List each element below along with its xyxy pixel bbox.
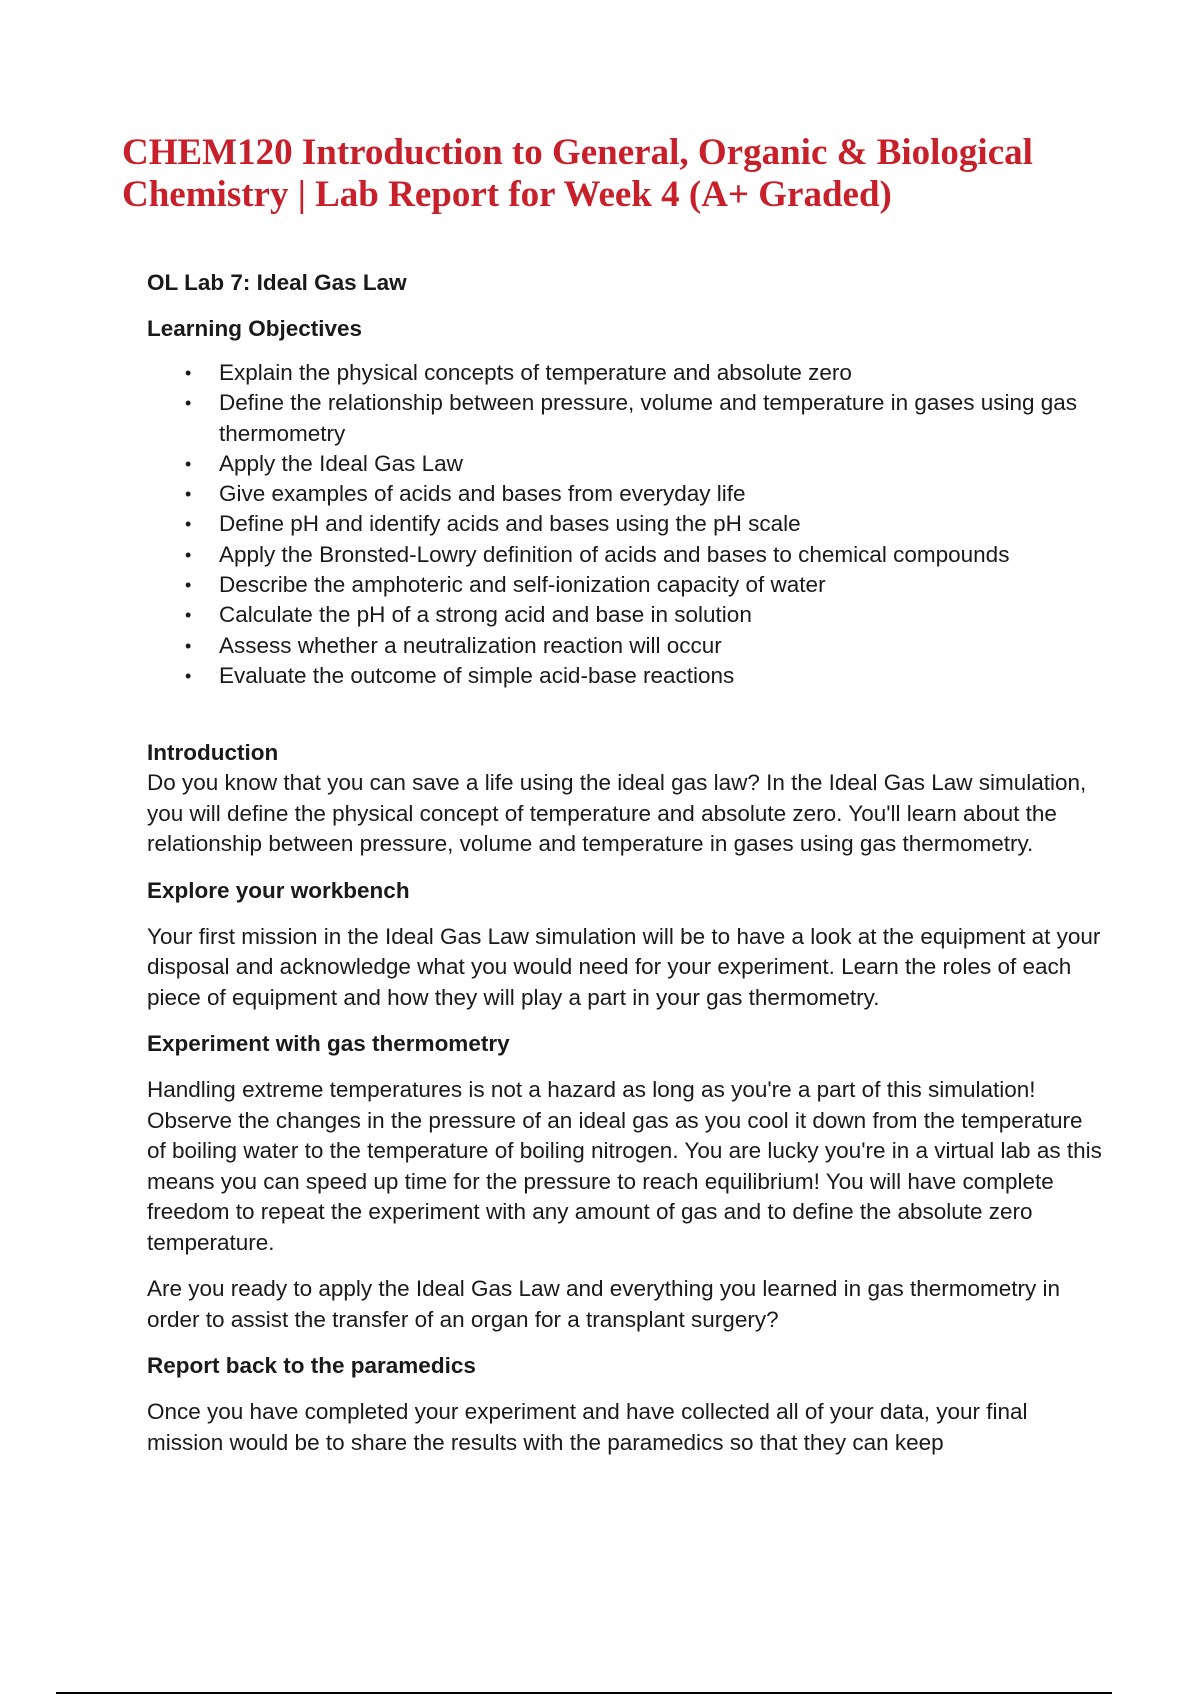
bullet-icon: • — [185, 363, 192, 383]
document-title: CHEM120 Introduction to General, Organic & Biological Chemistry | Lab Report for Week 4 (A+ Graded) — [122, 132, 1033, 215]
report-heading: Report back to the paramedics — [147, 1353, 476, 1379]
document-body — [147, 268, 1107, 1458]
introduction-heading: Introduction — [147, 740, 279, 766]
objective-item — [185, 479, 1107, 509]
objective-item — [185, 540, 1107, 570]
bullet-icon: • — [185, 453, 192, 474]
objective-item — [185, 358, 1107, 388]
bullet-icon: • — [185, 635, 192, 656]
bullet-icon: • — [185, 544, 192, 565]
objective-text: Apply the Ideal Gas Law — [219, 450, 463, 476]
bullet-icon: • — [185, 605, 192, 626]
objective-text: Define the relationship between pressure, volume and temperature in gases using gas thermometry — [219, 390, 1078, 446]
bullet-icon: • — [185, 514, 192, 535]
report-paragraph: Once you have completed your experiment and have collected all of your data, your final mission would be to share the results with the paramedics so that they can keep — [147, 1399, 1028, 1455]
objective-text: Evaluate the outcome of simple acid-base reactions — [219, 662, 735, 688]
learning-objectives-list — [147, 358, 1107, 691]
objective-text: Calculate the pH of a strong acid and base in solution — [219, 602, 752, 628]
bullet-icon: • — [185, 665, 192, 686]
objective-item — [185, 509, 1107, 539]
objective-text: Assess whether a neutralization reaction will occur — [219, 632, 722, 658]
objective-item — [185, 600, 1107, 630]
objective-text: Give examples of acids and bases from everyday life — [219, 481, 746, 507]
objective-item — [185, 449, 1107, 479]
bullet-icon: • — [185, 484, 192, 505]
bullet-icon: • — [185, 575, 192, 596]
explore-workbench-heading: Explore your workbench — [147, 877, 410, 903]
introduction-paragraph: Do you know that you can save a life using the ideal gas law? In the Ideal Gas Law simulation, you will define the physical concept of temperature and absolute zero. You'll learn about the relationship between pressure, volume and temperature in gases using gas thermometry. — [147, 770, 1087, 857]
objective-text: Apply the Bronsted-Lowry definition of acids and bases to chemical compounds — [219, 541, 1010, 567]
bullet-icon: • — [185, 393, 192, 414]
objective-item — [185, 570, 1107, 600]
objective-text: Define pH and identify acids and bases using the pH scale — [219, 511, 801, 537]
explore-workbench-paragraph: Your first mission in the Ideal Gas Law simulation will be to have a look at the equipment at your disposal and acknowledge what you would need for your experiment. Learn the roles of each piece of equipment and how they will play a part in your gas thermometry. — [147, 923, 1101, 1010]
objective-item — [185, 631, 1107, 661]
footer-divider — [56, 1692, 1112, 1694]
experiment-paragraph: Handling extreme temperatures is not a hazard as long as you're a part of this simulation! Observe the changes in the pressure of an ideal gas as you cool it down from the temperature of boiling water to the temperature of boiling nitrogen. You are lucky you're in a virtual lab as this means you can speed up time for the pressure to reach equilibrium! You will have complete freedom to repeat the experiment with any amount of gas and to define the absolute zero temperature. — [147, 1077, 1102, 1255]
experiment-heading: Experiment with gas thermometry — [147, 1031, 510, 1057]
objective-item — [185, 388, 1107, 449]
objective-item — [185, 661, 1107, 691]
objective-text: Explain the physical concepts of temperature and absolute zero — [219, 360, 852, 385]
objective-text: Describe the amphoteric and self-ionization capacity of water — [219, 572, 826, 598]
learning-objectives-heading: Learning Objectives — [147, 316, 363, 341]
ready-paragraph: Are you ready to apply the Ideal Gas Law and everything you learned in gas thermometry in order to assist the transfer of an organ for a transplant surgery? — [147, 1276, 1061, 1332]
lab-title: OL Lab 7: Ideal Gas Law — [147, 270, 407, 295]
